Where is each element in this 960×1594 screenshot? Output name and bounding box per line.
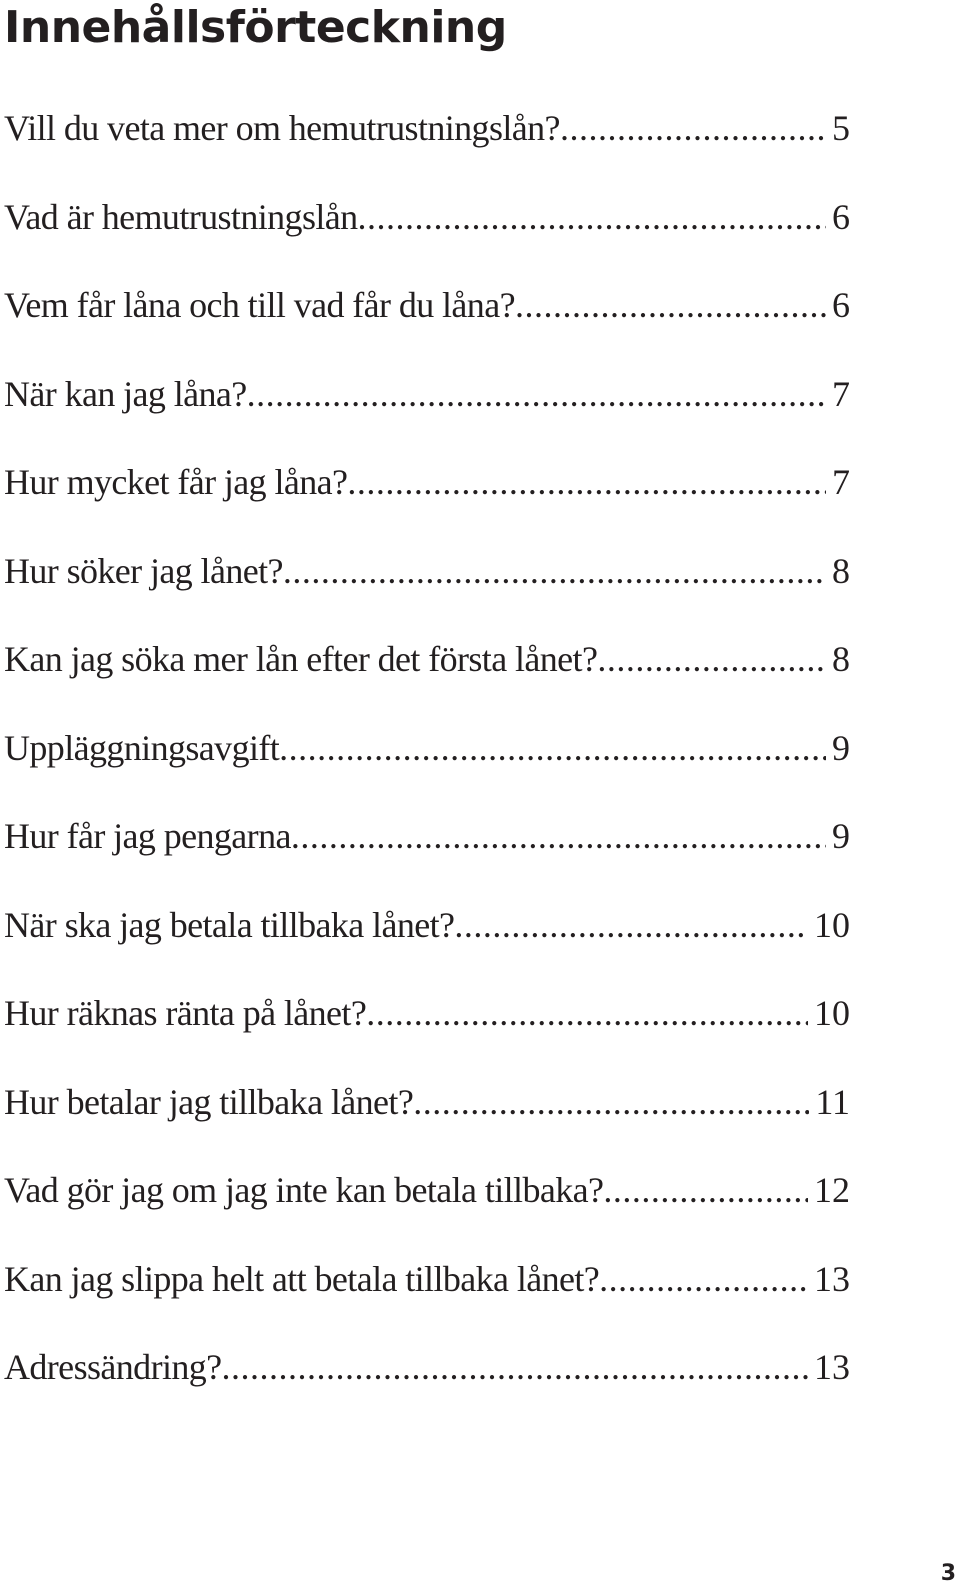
toc-entry-title: Hur får jag pengarna (4, 816, 291, 856)
toc-entry-page: 8 (832, 550, 850, 591)
toc-entry[interactable] (4, 372, 850, 461)
toc-leader-dots (283, 549, 826, 593)
page-number: 3 (940, 1561, 956, 1586)
toc-entry-page: 10 (814, 904, 850, 945)
toc-leader-dots (358, 195, 826, 239)
toc-entry-page: 13 (814, 1258, 850, 1299)
toc-entry-title: Kan jag söka mer lån efter det första lånet? (4, 639, 598, 679)
toc-leader-dots (515, 283, 826, 327)
toc-entry-title: Uppläggningsavgift (4, 727, 280, 768)
toc-leader-dots (413, 1080, 809, 1124)
toc-entry-page: 7 (832, 373, 850, 414)
toc-entry[interactable] (4, 903, 850, 992)
toc-leader-dots (247, 372, 826, 416)
toc-leader-dots (597, 637, 826, 681)
toc-entry[interactable] (4, 283, 850, 372)
toc-entry-title: När kan jag låna? (4, 373, 247, 414)
toc-entry[interactable] (4, 637, 850, 726)
toc-entry[interactable] (4, 991, 850, 1080)
toc-entry-title: Hur söker jag lånet? (4, 550, 283, 591)
toc-leader-dots (279, 726, 826, 770)
page-title: Innehållsförteckning (4, 2, 507, 53)
toc-entry-page: 6 (832, 285, 850, 325)
toc-entry[interactable] (4, 726, 850, 815)
toc-entry-title: Adressändring? (4, 1347, 222, 1387)
toc-entry[interactable] (4, 460, 850, 549)
toc-entry-page: 11 (815, 1081, 850, 1122)
table-of-contents (4, 106, 850, 1434)
toc-entry[interactable] (4, 106, 850, 195)
toc-entry-page: 9 (832, 816, 850, 856)
toc-entry-page: 6 (832, 196, 850, 237)
toc-entry[interactable] (4, 1257, 850, 1346)
toc-entry-title: Vem får låna och till vad får du låna? (4, 285, 515, 325)
toc-entry-page: 7 (832, 462, 850, 502)
toc-leader-dots (599, 1257, 808, 1301)
toc-entry-title: Hur mycket får jag låna? (4, 462, 348, 502)
toc-entry[interactable] (4, 1080, 850, 1169)
toc-leader-dots (222, 1345, 808, 1389)
toc-entry-title: Hur räknas ränta på lånet? (4, 993, 367, 1033)
toc-leader-dots (560, 106, 826, 150)
toc-entry-page: 10 (814, 993, 850, 1033)
toc-entry[interactable] (4, 195, 850, 284)
toc-entry-page: 9 (832, 727, 850, 768)
toc-entry[interactable] (4, 1345, 850, 1434)
toc-entry-page: 12 (814, 1170, 850, 1210)
toc-entry[interactable] (4, 549, 850, 638)
toc-entry-title: Vad gör jag om jag inte kan betala tillbaka? (4, 1170, 604, 1210)
toc-entry-title: Kan jag slippa helt att betala tillbaka lånet? (4, 1258, 600, 1299)
toc-entry-page: 13 (814, 1347, 850, 1387)
toc-leader-dots (454, 903, 808, 947)
toc-leader-dots (366, 991, 808, 1035)
toc-entry-title: Vill du veta mer om hemutrustningslån? (4, 108, 560, 148)
toc-entry-title: När ska jag betala tillbaka lånet? (4, 904, 455, 945)
toc-leader-dots (347, 460, 826, 504)
toc-entry-title: Hur betalar jag tillbaka lånet? (4, 1081, 414, 1122)
toc-entry-title: Vad är hemutrustningslån (4, 196, 358, 237)
toc-entry-page: 8 (832, 639, 850, 679)
toc-entry[interactable] (4, 814, 850, 903)
toc-entry-page: 5 (832, 108, 850, 148)
toc-leader-dots (291, 814, 826, 858)
toc-entry[interactable] (4, 1168, 850, 1257)
toc-leader-dots (603, 1168, 808, 1212)
